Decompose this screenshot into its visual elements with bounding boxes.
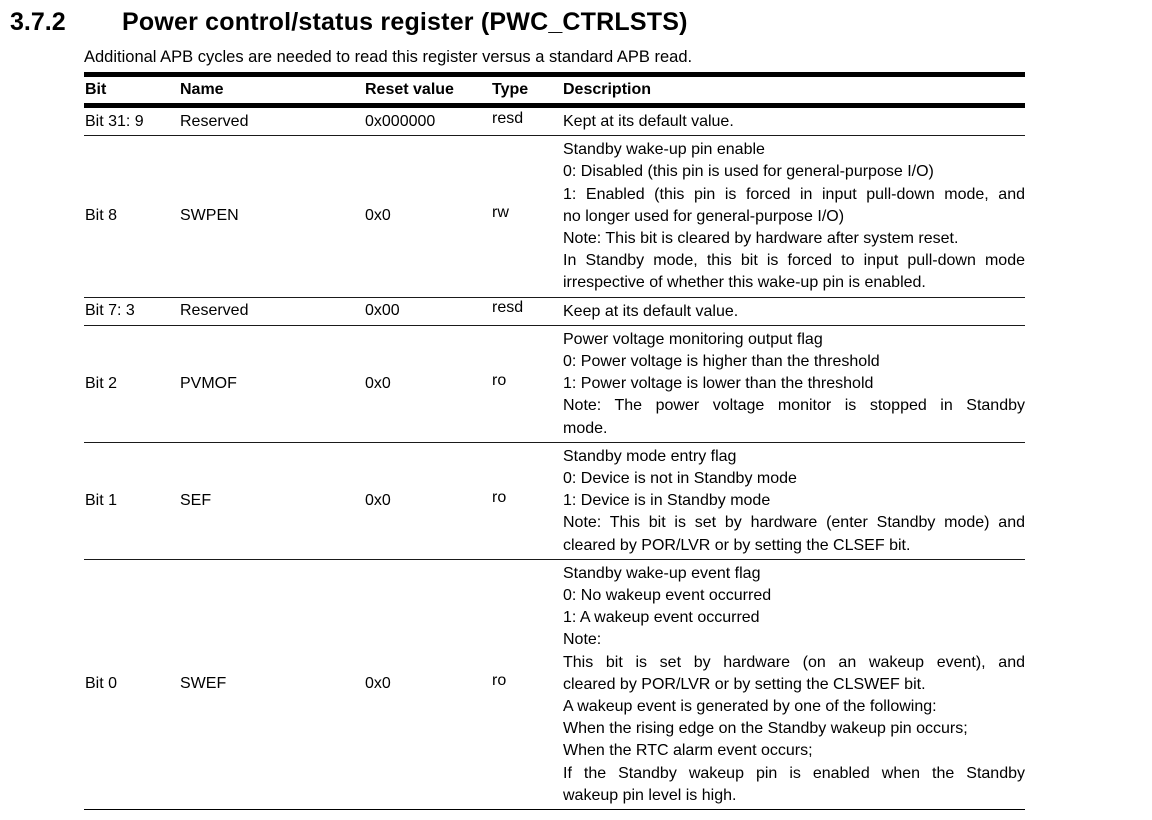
description-line: 1: A wakeup event occurred xyxy=(563,609,760,627)
name-cell: PVMOF xyxy=(180,374,237,392)
table-row xyxy=(84,326,1025,443)
description-line: Note: xyxy=(563,631,602,649)
type-cell: ro xyxy=(492,672,507,690)
section-title: Power control/status register (PWC_CTRLSTS) xyxy=(122,8,688,36)
name-cell: SWPEN xyxy=(180,207,239,225)
reset-value-cell: 0x0 xyxy=(365,491,391,509)
description-line: Standby mode entry flag xyxy=(563,447,737,465)
description-line: wakeup pin level is high. xyxy=(563,786,737,804)
description-line: cleared by POR/LVR or by setting the CLSWEF bit. xyxy=(563,675,926,693)
column-header-bit: Bit xyxy=(85,81,107,98)
description-line: When the rising edge on the Standby wakeup pin occurs; xyxy=(563,720,968,738)
description-line: mode. xyxy=(563,419,608,437)
description-line: In Standby mode, this bit is forced to input pull-down mode xyxy=(563,252,1025,270)
name-cell: Reserved xyxy=(180,302,249,320)
table-row xyxy=(84,136,1025,297)
description-line: Kept at its default value. xyxy=(563,113,734,130)
description-line: 1: Power voltage is lower than the threshold xyxy=(563,375,874,393)
description-line: 0: No wakeup event occurred xyxy=(563,587,772,605)
table-header-row xyxy=(84,77,1025,108)
bit-cell: Bit 7: 3 xyxy=(85,302,135,320)
description-line: If the Standby wakeup pin is enabled when the Standby xyxy=(563,764,1025,782)
section-number: 3.7.2 xyxy=(10,8,66,36)
description-cell xyxy=(563,560,1025,809)
description-line: irrespective of whether this wake-up pin is enabled. xyxy=(563,274,926,292)
column-header-type: Type xyxy=(492,81,529,98)
reset-value-cell: 0x0 xyxy=(365,675,391,693)
reset-value-cell: 0x000000 xyxy=(365,112,436,130)
bit-cell: Bit 0 xyxy=(85,675,118,693)
table-row xyxy=(84,108,1025,136)
bit-cell: Bit 2 xyxy=(85,374,118,392)
reset-value-cell: 0x00 xyxy=(365,302,400,320)
description-line: A wakeup event is generated by one of the following: xyxy=(563,698,937,716)
description-cell xyxy=(563,326,1025,442)
description-line: Power voltage monitoring output flag xyxy=(563,330,823,348)
section-heading xyxy=(10,7,1152,38)
description-line: no longer used for general-purpose I/O) xyxy=(563,207,845,225)
description-line: Keep at its default value. xyxy=(563,302,739,320)
description-line: cleared by POR/LVR or by setting the CLSEF bit. xyxy=(563,536,911,554)
name-cell: SEF xyxy=(180,491,212,509)
description-cell xyxy=(563,108,1025,135)
description-line: 0: Power voltage is higher than the threshold xyxy=(563,353,880,371)
type-cell: ro xyxy=(492,488,507,506)
type-cell: resd xyxy=(492,299,524,317)
name-cell: SWEF xyxy=(180,675,227,693)
description-line: Note: This bit is cleared by hardware after system reset. xyxy=(563,230,959,248)
description-line: Standby wake-up event flag xyxy=(563,564,761,582)
bit-cell: Bit 1 xyxy=(85,491,118,509)
description-line: Standby wake-up pin enable xyxy=(563,141,765,159)
type-cell: resd xyxy=(492,109,524,127)
description-cell xyxy=(563,443,1025,559)
description-line: When the RTC alarm event occurs; xyxy=(563,742,813,760)
type-cell: rw xyxy=(492,204,509,222)
register-table xyxy=(84,72,1025,810)
description-cell xyxy=(563,298,1025,325)
intro-paragraph: Additional APB cycles are needed to read this register versus a standard APB read. xyxy=(84,48,693,66)
name-cell: Reserved xyxy=(180,112,249,130)
bit-cell: Bit 8 xyxy=(85,207,118,225)
column-header-name: Name xyxy=(180,81,224,98)
description-line: 0: Disabled (this pin is used for general-purpose I/O) xyxy=(563,163,934,181)
description-line: 1: Enabled (this pin is forced in input pull-down mode, and xyxy=(563,185,1025,203)
description-line: This bit is set by hardware (on an wakeup event), and xyxy=(563,653,1025,671)
column-header-description: Description xyxy=(563,81,652,98)
type-cell: ro xyxy=(492,371,507,389)
column-header-reset-value: Reset value xyxy=(365,81,454,98)
reset-value-cell: 0x0 xyxy=(365,207,391,225)
table-row xyxy=(84,298,1025,326)
description-line: Note: The power voltage monitor is stopped in Standby xyxy=(563,397,1025,415)
table-row xyxy=(84,560,1025,810)
description-line: 0: Device is not in Standby mode xyxy=(563,470,797,488)
description-line: 1: Device is in Standby mode xyxy=(563,492,771,510)
reset-value-cell: 0x0 xyxy=(365,374,391,392)
table-body xyxy=(84,108,1025,810)
description-line: Note: This bit is set by hardware (enter Standby mode) and xyxy=(563,514,1025,532)
table-row xyxy=(84,443,1025,560)
description-cell xyxy=(563,136,1025,296)
bit-cell: Bit 31: 9 xyxy=(85,112,144,130)
